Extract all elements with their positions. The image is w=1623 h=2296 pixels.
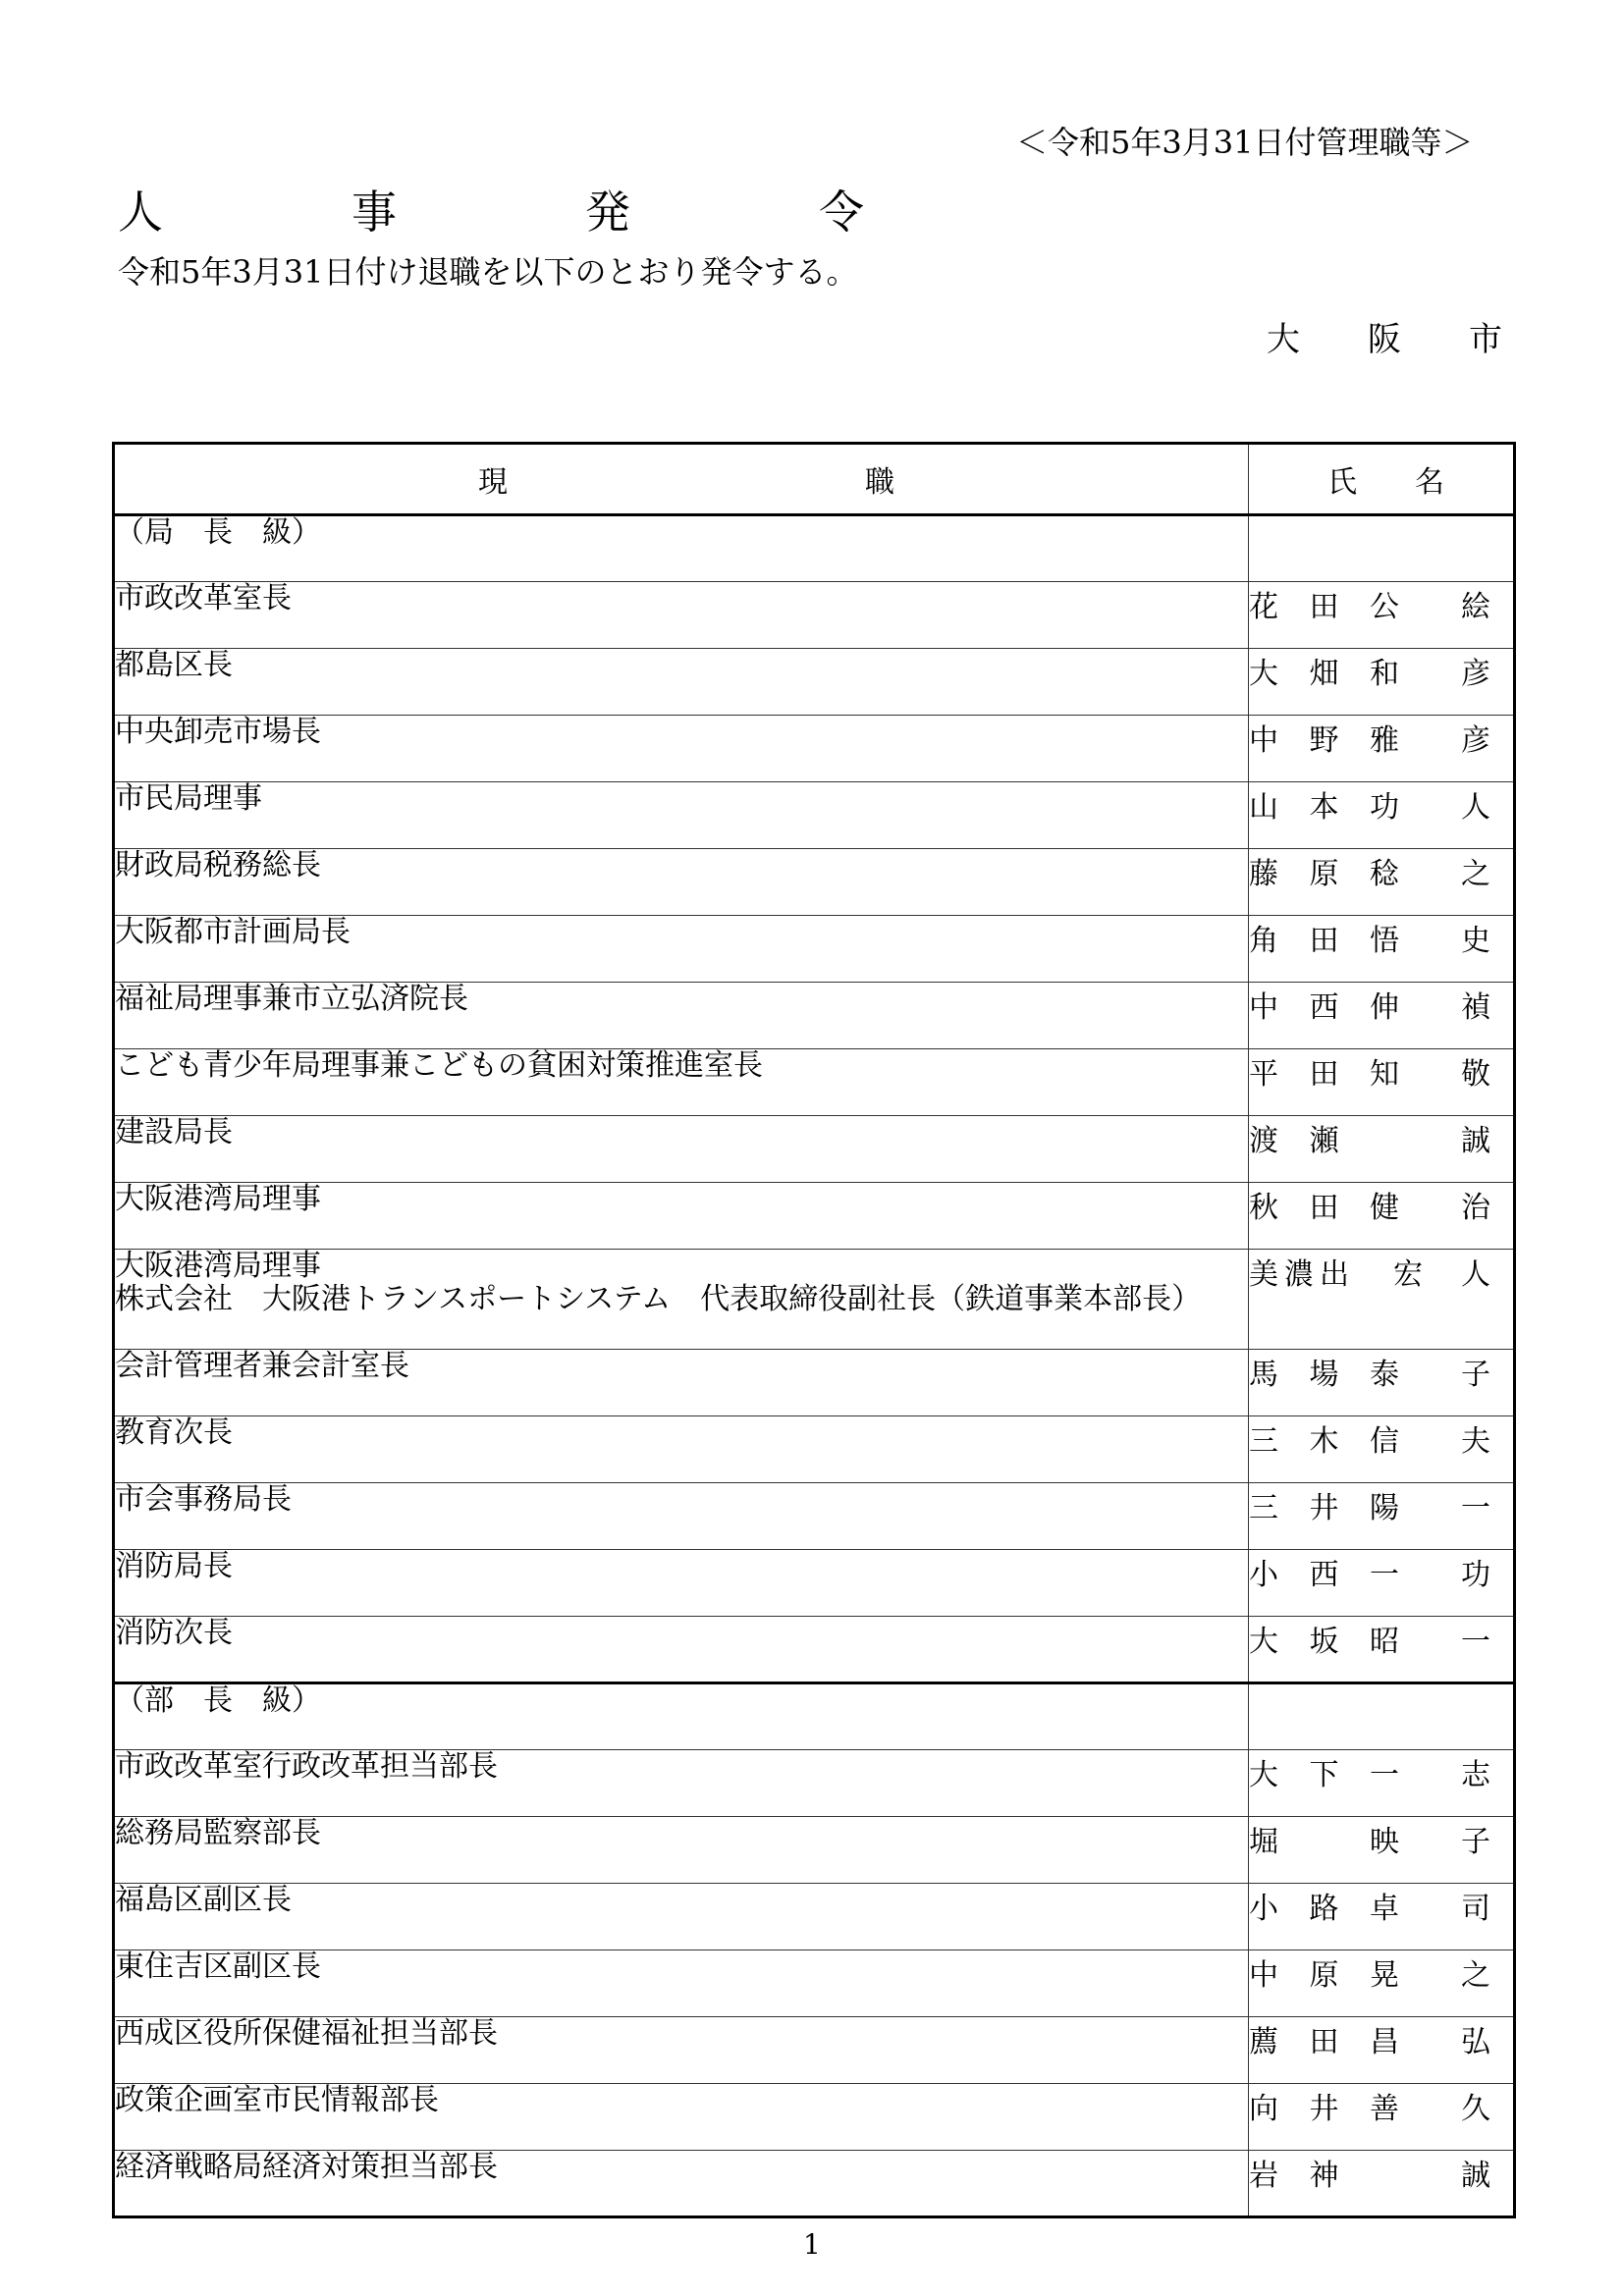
table-row	[114, 849, 1515, 916]
name-char: 司	[1460, 1892, 1490, 1926]
position-cell	[114, 1483, 1249, 1550]
name-char: 角	[1248, 924, 1278, 958]
position-cell	[114, 582, 1249, 649]
name-char: 絵	[1460, 590, 1490, 624]
position-cell	[114, 1817, 1249, 1884]
name-char: 濃	[1283, 1257, 1314, 1292]
name-char: 大	[1248, 657, 1278, 691]
position-line: 会計管理者兼会計室長	[115, 1349, 409, 1383]
position-cell	[114, 1950, 1249, 2017]
table-row	[114, 1183, 1515, 1250]
position-cell	[114, 1350, 1249, 1416]
name-char: 一	[1369, 1558, 1399, 1592]
name-char: 田	[1309, 1057, 1339, 1092]
name-char: 信	[1369, 1424, 1399, 1459]
position-line: 経済戦略局経済対策担当部長	[115, 2150, 498, 2184]
name-char: 泰	[1369, 1358, 1399, 1392]
name-char: 善	[1369, 2092, 1399, 2126]
name-char: 大	[1248, 1758, 1278, 1792]
position-cell	[114, 716, 1249, 782]
name-cell	[1248, 1350, 1514, 1416]
table-row	[114, 1416, 1515, 1483]
table-row	[114, 1049, 1515, 1116]
name-char: 田	[1309, 1191, 1339, 1225]
title-char: 発	[585, 186, 630, 239]
name-char: 小	[1248, 1558, 1278, 1592]
name-cell	[1248, 782, 1514, 849]
name-cell	[1248, 983, 1514, 1049]
position-line: 西成区役所保健福祉担当部長	[115, 2016, 498, 2051]
name-cell	[1248, 582, 1514, 649]
name-cell	[1248, 716, 1514, 782]
group-label-empty-cell	[1248, 1683, 1514, 1750]
name-char: 神	[1309, 2159, 1339, 2193]
name-char: 薦	[1248, 2025, 1278, 2059]
position-cell	[114, 2017, 1249, 2084]
name-char: 田	[1309, 590, 1339, 624]
position-line: 大阪港湾局理事	[115, 1182, 321, 1216]
document-title	[118, 177, 864, 241]
issuer-char: 市	[1469, 320, 1502, 359]
name-char: 平	[1248, 1057, 1278, 1092]
name-cell	[1248, 1483, 1514, 1550]
name-char: 知	[1369, 1057, 1399, 1092]
name-cell	[1248, 2017, 1514, 2084]
position-line: 総務局監察部長	[115, 1816, 321, 1850]
position-cell	[114, 2151, 1249, 2217]
group-label-row	[114, 515, 1515, 582]
name-char: 昌	[1369, 2025, 1399, 2059]
name-char: 一	[1460, 1491, 1490, 1525]
position-cell	[114, 1183, 1249, 1250]
position-line: 都島区長	[115, 648, 233, 682]
name-char: 秋	[1248, 1191, 1278, 1225]
position-cell	[114, 849, 1249, 916]
name-char: 雅	[1369, 723, 1399, 758]
table-row	[114, 1617, 1515, 1683]
table-row	[114, 916, 1515, 983]
position-line: 大阪都市計画局長	[115, 915, 351, 949]
name-char: 馬	[1248, 1358, 1278, 1392]
name-char	[1370, 2151, 1431, 2194]
name-char: 誠	[1460, 2159, 1490, 2193]
group-label: （局 長 級）	[114, 515, 1249, 582]
table-row	[114, 1750, 1515, 1817]
name-char: 一	[1369, 1758, 1399, 1792]
name-char: 映	[1369, 1825, 1399, 1859]
name-cell	[1248, 1817, 1514, 1884]
name-char: 山	[1248, 790, 1278, 825]
name-char: 晃	[1369, 1958, 1399, 1993]
name-char: 中	[1248, 990, 1278, 1025]
name-char: 下	[1309, 1758, 1339, 1792]
name-char: 之	[1460, 857, 1490, 891]
name-char: 禎	[1460, 990, 1490, 1025]
position-cell	[114, 916, 1249, 983]
name-char: 人	[1460, 790, 1490, 825]
table-row	[114, 2151, 1515, 2217]
position-cell	[114, 1250, 1249, 1350]
position-cell	[114, 1550, 1249, 1617]
name-char: 彦	[1460, 657, 1490, 691]
name-cell	[1248, 2084, 1514, 2151]
position-line: 中央卸売市場長	[115, 715, 321, 749]
table-body	[114, 515, 1515, 2217]
name-cell	[1248, 2151, 1514, 2217]
name-char: 之	[1460, 1958, 1490, 1993]
name-char: 健	[1369, 1191, 1399, 1225]
name-cell	[1248, 1617, 1514, 1683]
name-char: 昭	[1369, 1625, 1399, 1659]
name-cell	[1248, 1183, 1514, 1250]
position-line: こども青少年局理事兼こどもの貧困対策推進室長	[115, 1048, 763, 1083]
position-line: 株式会社 大阪港トランスポートシステム 代表取締役副社長（鉄道事業本部長）	[115, 1282, 1202, 1316]
name-cell	[1248, 1950, 1514, 2017]
name-char: 向	[1248, 2092, 1278, 2126]
name-char: 敬	[1460, 1057, 1490, 1092]
name-cell	[1248, 1116, 1514, 1183]
position-cell	[114, 983, 1249, 1049]
name-char: 大	[1248, 1625, 1278, 1659]
position-cell	[114, 1416, 1249, 1483]
name-char: 田	[1309, 2025, 1339, 2059]
name-char: 小	[1248, 1892, 1278, 1926]
name-char: 本	[1309, 790, 1339, 825]
name-char: 田	[1309, 924, 1339, 958]
title-char: 令	[819, 186, 864, 239]
name-char: 井	[1309, 2092, 1339, 2126]
table-row	[114, 1550, 1515, 1617]
name-cell	[1248, 1416, 1514, 1483]
position-column-header: 現 職	[114, 444, 1249, 515]
table-row	[114, 782, 1515, 849]
name-cell	[1248, 1884, 1514, 1950]
issuer	[1267, 312, 1502, 360]
name-char: 中	[1248, 723, 1278, 758]
position-cell	[114, 782, 1249, 849]
intro-text: 令和5年3月31日付け退職を以下のとおり発令する。	[118, 253, 858, 291]
position-cell	[114, 2084, 1249, 2151]
position-line: 市民局理事	[115, 781, 262, 816]
table-row	[114, 1884, 1515, 1950]
name-cell	[1248, 916, 1514, 983]
table-row	[114, 1817, 1515, 1884]
name-char: 井	[1309, 1491, 1339, 1525]
name-char: 渡	[1248, 1124, 1278, 1158]
name-char: 場	[1309, 1358, 1339, 1392]
name-char: 藤	[1248, 857, 1278, 891]
name-char: 悟	[1369, 924, 1399, 958]
position-line: 市政改革室長	[115, 581, 292, 615]
table-row	[114, 1250, 1515, 1350]
name-char: 史	[1460, 924, 1490, 958]
name-char: 畑	[1309, 657, 1339, 691]
personnel-table	[112, 442, 1516, 2218]
name-char: 宏	[1392, 1257, 1423, 1292]
name-cell	[1248, 1550, 1514, 1617]
position-line: 市会事務局長	[115, 1482, 292, 1517]
name-char: 西	[1309, 1558, 1339, 1592]
name-char: 中	[1248, 1958, 1278, 1993]
name-char	[1309, 1817, 1370, 1860]
name-cell	[1248, 1049, 1514, 1116]
name-char: 功	[1460, 1558, 1490, 1592]
name-char: 原	[1309, 857, 1339, 891]
name-cell	[1248, 1750, 1514, 1817]
name-char: 岩	[1248, 2159, 1278, 2193]
position-cell	[114, 1884, 1249, 1950]
name-char: 坂	[1309, 1625, 1339, 1659]
name-cell	[1248, 649, 1514, 716]
name-char: 彦	[1460, 723, 1490, 758]
group-label-row	[114, 1683, 1515, 1750]
name-char: 子	[1460, 1358, 1490, 1392]
position-line: 建設局長	[115, 1115, 233, 1149]
name-char: 久	[1460, 2092, 1490, 2126]
position-cell	[114, 1617, 1249, 1683]
group-label-empty-cell	[1248, 515, 1514, 582]
name-char: 木	[1309, 1424, 1339, 1459]
table-row	[114, 1350, 1515, 1416]
name-char: 子	[1460, 1825, 1490, 1859]
name-char: 堀	[1248, 1825, 1278, 1859]
title-char: 事	[352, 186, 397, 239]
name-char	[1370, 1116, 1431, 1159]
name-char: 美	[1248, 1257, 1278, 1292]
table-row	[114, 1116, 1515, 1183]
issuer-char: 大	[1267, 320, 1300, 359]
name-char: 功	[1369, 790, 1399, 825]
position-line: 消防次長	[115, 1616, 233, 1650]
table-header-row	[114, 444, 1515, 515]
name-char: 西	[1309, 990, 1339, 1025]
name-char: 三	[1248, 1424, 1278, 1459]
name-cell	[1248, 849, 1514, 916]
table-row	[114, 582, 1515, 649]
name-column-header: 氏 名	[1248, 444, 1514, 515]
position-cell	[114, 1116, 1249, 1183]
name-char: 卓	[1369, 1892, 1399, 1926]
table-row	[114, 2017, 1515, 2084]
position-cell	[114, 1049, 1249, 1116]
position-line: 教育次長	[115, 1415, 233, 1450]
name-char: 一	[1460, 1625, 1490, 1659]
name-char: 誠	[1460, 1124, 1490, 1158]
name-cell	[1248, 1250, 1514, 1350]
position-line: 市政改革室行政改革担当部長	[115, 1749, 498, 1784]
name-char: 弘	[1460, 2025, 1490, 2059]
issuer-char: 阪	[1368, 320, 1401, 359]
position-cell	[114, 1750, 1249, 1817]
page-number: 1	[803, 2228, 821, 2261]
name-char: 路	[1309, 1892, 1339, 1926]
title-char: 人	[118, 186, 163, 239]
name-char: 夫	[1460, 1424, 1490, 1459]
name-char: 伸	[1369, 990, 1399, 1025]
name-char: 出	[1319, 1257, 1349, 1292]
name-char: 人	[1460, 1257, 1490, 1292]
position-line: 消防局長	[115, 1549, 233, 1583]
name-char: 野	[1309, 723, 1339, 758]
table-row	[114, 649, 1515, 716]
header-note: ＜令和5年3月31日付管理職等＞	[1016, 124, 1474, 161]
position-cell	[114, 649, 1249, 716]
group-label: （部 長 級）	[114, 1683, 1249, 1750]
name-char: 三	[1248, 1491, 1278, 1525]
table-row	[114, 2084, 1515, 2151]
table-row	[114, 983, 1515, 1049]
name-char: 陽	[1369, 1491, 1399, 1525]
name-char: 治	[1460, 1191, 1490, 1225]
position-line: 東住吉区副区長	[115, 1949, 321, 1984]
name-char: 公	[1369, 590, 1399, 624]
position-line: 福祉局理事兼市立弘済院長	[115, 982, 468, 1016]
position-line: 福島区副区長	[115, 1883, 292, 1917]
position-line: 政策企画室市民情報部長	[115, 2083, 439, 2117]
position-line: 財政局税務総長	[115, 848, 321, 882]
name-char: 花	[1248, 590, 1278, 624]
position-line: 大阪港湾局理事	[115, 1249, 321, 1283]
table-row	[114, 1950, 1515, 2017]
name-char: 和	[1369, 657, 1399, 691]
name-char: 瀬	[1309, 1124, 1339, 1158]
name-char: 稔	[1369, 857, 1399, 891]
table-row	[114, 716, 1515, 782]
name-char: 原	[1309, 1958, 1339, 1993]
table-row	[114, 1483, 1515, 1550]
name-char: 志	[1460, 1758, 1490, 1792]
